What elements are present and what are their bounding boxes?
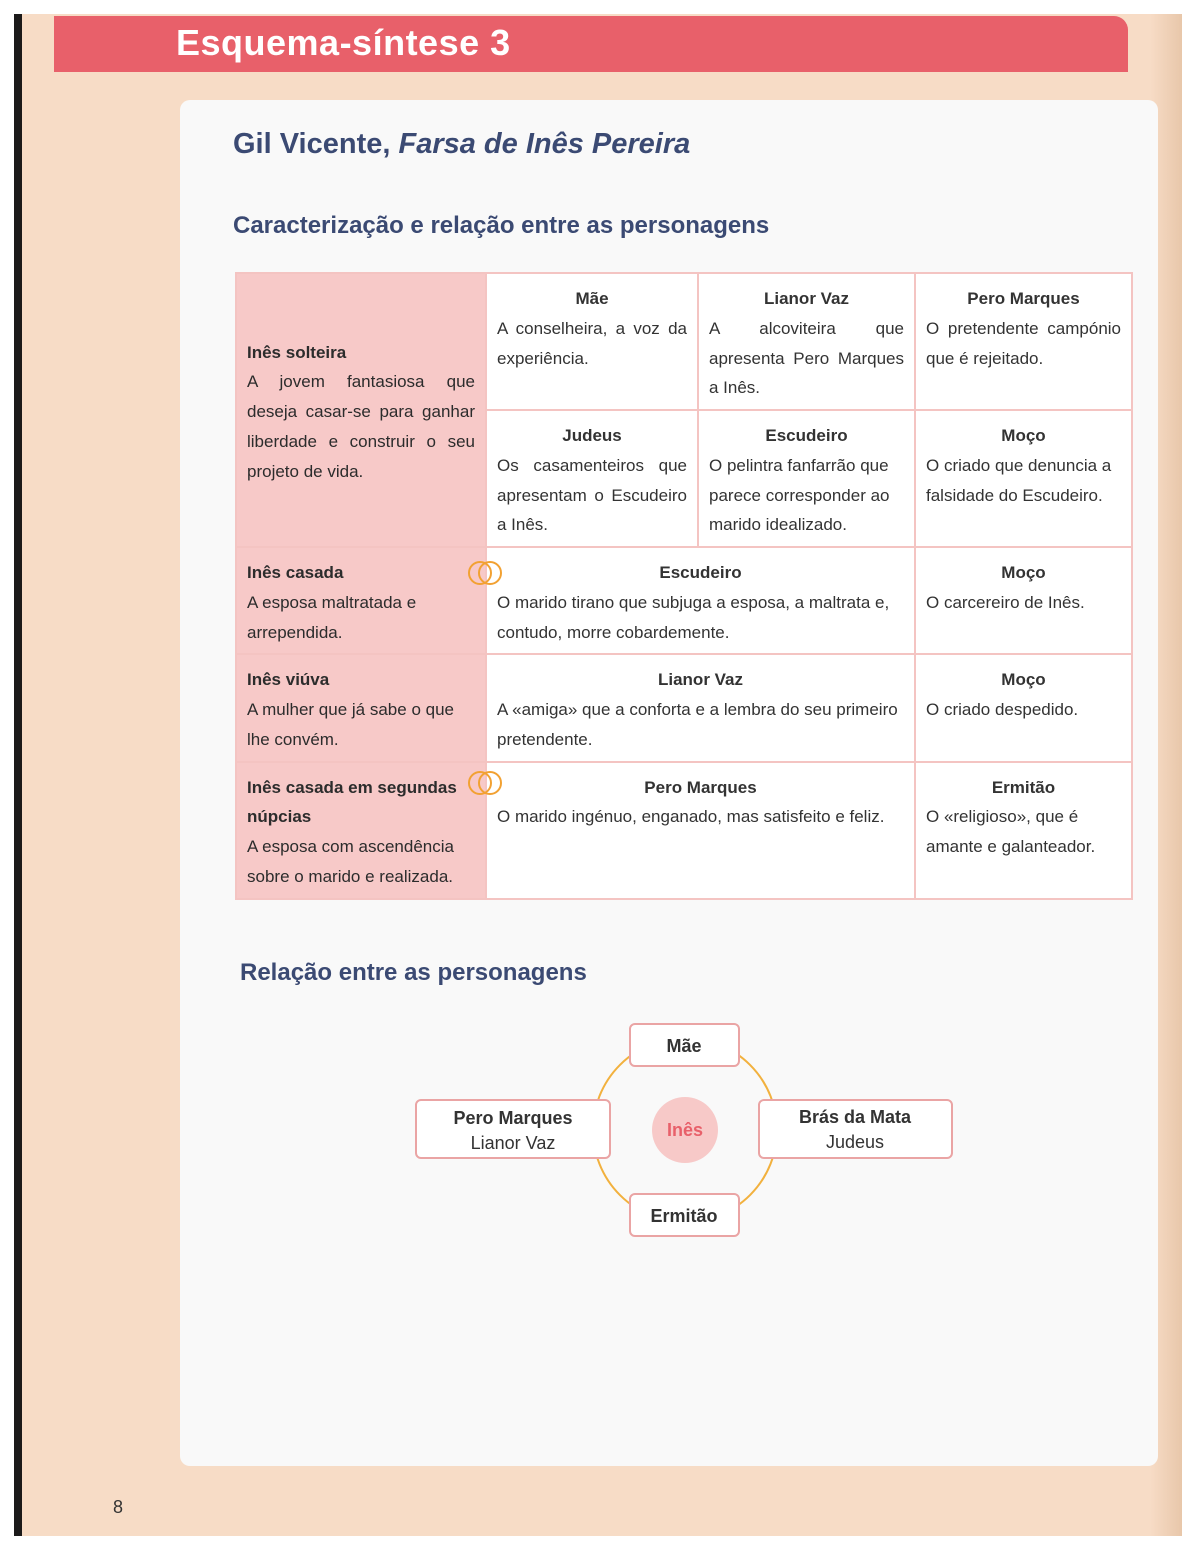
author-name: Gil Vicente, xyxy=(233,128,399,160)
cell-text: A conselheira, a voz da experiência. xyxy=(497,318,687,368)
cell-text: O pretendente campónio que é rejeitado. xyxy=(926,318,1121,368)
page-number: 8 xyxy=(113,1497,124,1517)
cell-title: Moço xyxy=(1001,426,1046,445)
node-right-label-1: Brás da Mata xyxy=(798,1107,912,1127)
cell-title: Lianor Vaz xyxy=(763,289,850,308)
cell-text: A «amiga» que a conforta e a lembra do seu primeiro pretendente. xyxy=(497,700,898,749)
cell-text: O criado despedido. xyxy=(926,700,1079,719)
cell-title: Judeus xyxy=(562,426,622,445)
cell-title: Pero Marques xyxy=(967,289,1080,308)
header-title: Esquema-síntese 3 xyxy=(176,22,511,63)
node-left-label-1: Pero Marques xyxy=(453,1108,573,1128)
cell-title: Escudeiro xyxy=(765,426,848,445)
section-heading-characterization: Caracterização e relação entre as personagens xyxy=(233,212,770,239)
cell-title: Escudeiro xyxy=(659,563,742,582)
cell-title: Mãe xyxy=(575,289,609,308)
cell-text: O carcereiro de Inês. xyxy=(926,592,1085,612)
cell-text: A jovem fantasiosa que deseja casar-se para ganhar liberdade e construir o seu projeto de vida. xyxy=(247,372,475,481)
cell-text: O marido ingénuo, enganado, mas satisfeito e feliz. xyxy=(497,807,885,827)
cell-text: A esposa com ascendência sobre o marido e realizada. xyxy=(247,837,454,886)
cell-text: A alcoviteira que apresenta Pero Marques a Inês. xyxy=(709,318,904,398)
node-left-label-2: Lianor Vaz xyxy=(470,1133,556,1153)
cell-text: O criado que denuncia a falsidade do Escudeiro. xyxy=(926,455,1112,505)
cell-title: Inês casada xyxy=(247,563,344,582)
cell-title: Inês casada em segundas núpcias xyxy=(247,777,457,827)
cell-text: Os casamenteiros que apresentam o Escudeiro a Inês. xyxy=(497,455,687,535)
cell-title: Ermitão xyxy=(991,777,1056,797)
cell-title: Inês solteira xyxy=(247,342,347,362)
cell-text: A esposa maltratada e arrependida. xyxy=(247,592,417,642)
cell-title: Moço xyxy=(1001,563,1046,582)
cell-text: O marido tirano que subjuga a esposa, a maltrata e, contudo, morre cobardemente. xyxy=(497,592,890,642)
node-ermitao-label: Ermitão xyxy=(650,1206,718,1226)
section-heading-relations: Relação entre as personagens xyxy=(240,959,587,986)
cell-text: A mulher que já sabe o que lhe convém. xyxy=(247,700,454,749)
node-right-label-2: Judeus xyxy=(825,1132,885,1152)
cell-title: Inês viúva xyxy=(247,670,330,690)
work-title: Farsa de Inês Pereira xyxy=(398,128,691,160)
cell-title: Moço xyxy=(1001,670,1046,690)
cell-title: Pero Marques xyxy=(644,777,757,797)
cell-title: Lianor Vaz xyxy=(657,670,744,690)
node-mae-label: Mãe xyxy=(666,1036,702,1056)
cell-text: O pelintra fanfarrão que parece corresponder ao marido idealizado. xyxy=(709,455,890,535)
cell-text: O «religioso», que é amante e galanteador. xyxy=(926,807,1096,856)
center-label: Inês xyxy=(666,1120,704,1140)
